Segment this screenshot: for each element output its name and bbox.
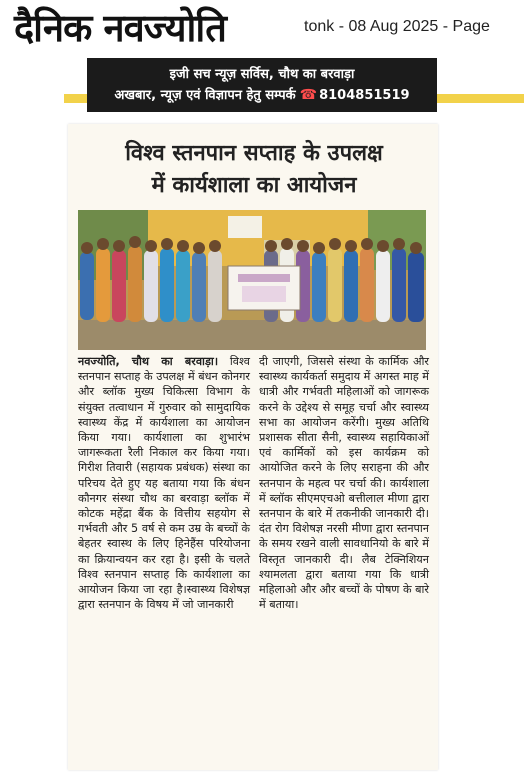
newspaper-masthead: दैनिक नवज्योति xyxy=(14,6,226,50)
advert-phone-number: 8104851519 xyxy=(319,88,410,103)
advert-line-2 xyxy=(87,85,437,106)
advert-line-1: इजी सच न्यूज़ सर्विस, चौथ का बरवाड़ा xyxy=(169,67,355,82)
edition-dateline: tonk - 08 Aug 2025 - Page xyxy=(304,18,490,35)
event-group-photo xyxy=(78,210,426,350)
headline-line-1: विश्व स्तनपान सप्ताह के उपलक्ष xyxy=(125,141,383,166)
phone-icon: ☎ xyxy=(299,87,318,103)
advert-contact-text: अखबार, न्यूज़ एवं विज्ञापन हेतु सम्पर्क xyxy=(114,88,296,103)
article-left-column xyxy=(78,354,250,612)
article-right-column: दी जाएगी, जिससे संस्था के कार्मिक और स्वास्थ्य कार्यकर्ता समुदाय में अगस्त माह में धात्री और गर्भवती महिलाओं को जागरूक करने के उद्देश्य से समूह चर्चा और स्वास्थ्य सभा का आयोजन करेंगी। मुख्य अतिथि प्रशासक सीता सैनी, स्वास्थ्य सहायिकाओं एवं कार्मिकों को इस कार्यक्रम को आयोजित करने के लिए सराहना की और स्तनपान के महत्व पर चर्चा की। कार्यशाला में ब्लॉक सीएमएचओ बत्तीलाल मीणा द्वारा स्तनपान के बारे में तकनीकी जानकारी दी। दंत रोग विशेषज्ञ नरसी मीणा द्वारा स्तनपान के समय रखने वाली सावधानियो के बारे में विस्तृत जानकारी दी। लैब टेक्निशियन श्यामलता द्वारा बताया गया कि धात्री महिलाओ और और बच्चों के पोषण के बारे में बताया। xyxy=(259,355,429,612)
article-byline: नवज्योति, चौथ का बरवाड़ा। xyxy=(78,355,219,368)
advertisement-box xyxy=(87,58,437,112)
headline-line-2: में कार्यशाला का आयोजन xyxy=(151,173,357,198)
group-photo-illustration xyxy=(78,210,426,350)
article-headline xyxy=(78,138,430,202)
article-left-body: विश्व स्तनपान सप्ताह के उपलक्ष में बंधन कोनगर और ब्लॉक मुख्य चिकित्सा विभाग के संयुक्त तत्वाधान में गुरुवार को सामुदायिक स्वास्थ्य केंद्र में कार्यशाला का आयोजन किया गया। कार्यशाला का शुभारंभ जागरूकता रैली निकाल कर किया गया। गिरीश तिवारी (सहायक प्रबंधक) संस्था का परिचय देते हुए यह बताया गया कि बंधन कौनगर संस्था चौथ का बरवाड़ा ब्लॉक में कोटक महेंद्रा बैंक के वित्तीय सहयोग से गर्भवती और 5 वर्ष से कम उम्र के बच्चों के बेहतर स्वास्थ के लिए हिनेहैंस परियोजना का क्रियान्वयन कर रहा है। इसी के चलते विश्व स्तनपान सप्ताह कि कार्यशाला का आयोजन किया जा रहा है।स्वास्थ्य विशेषज्ञ द्वारा स्तनपान के विषय में जो जानकारी xyxy=(78,355,250,612)
